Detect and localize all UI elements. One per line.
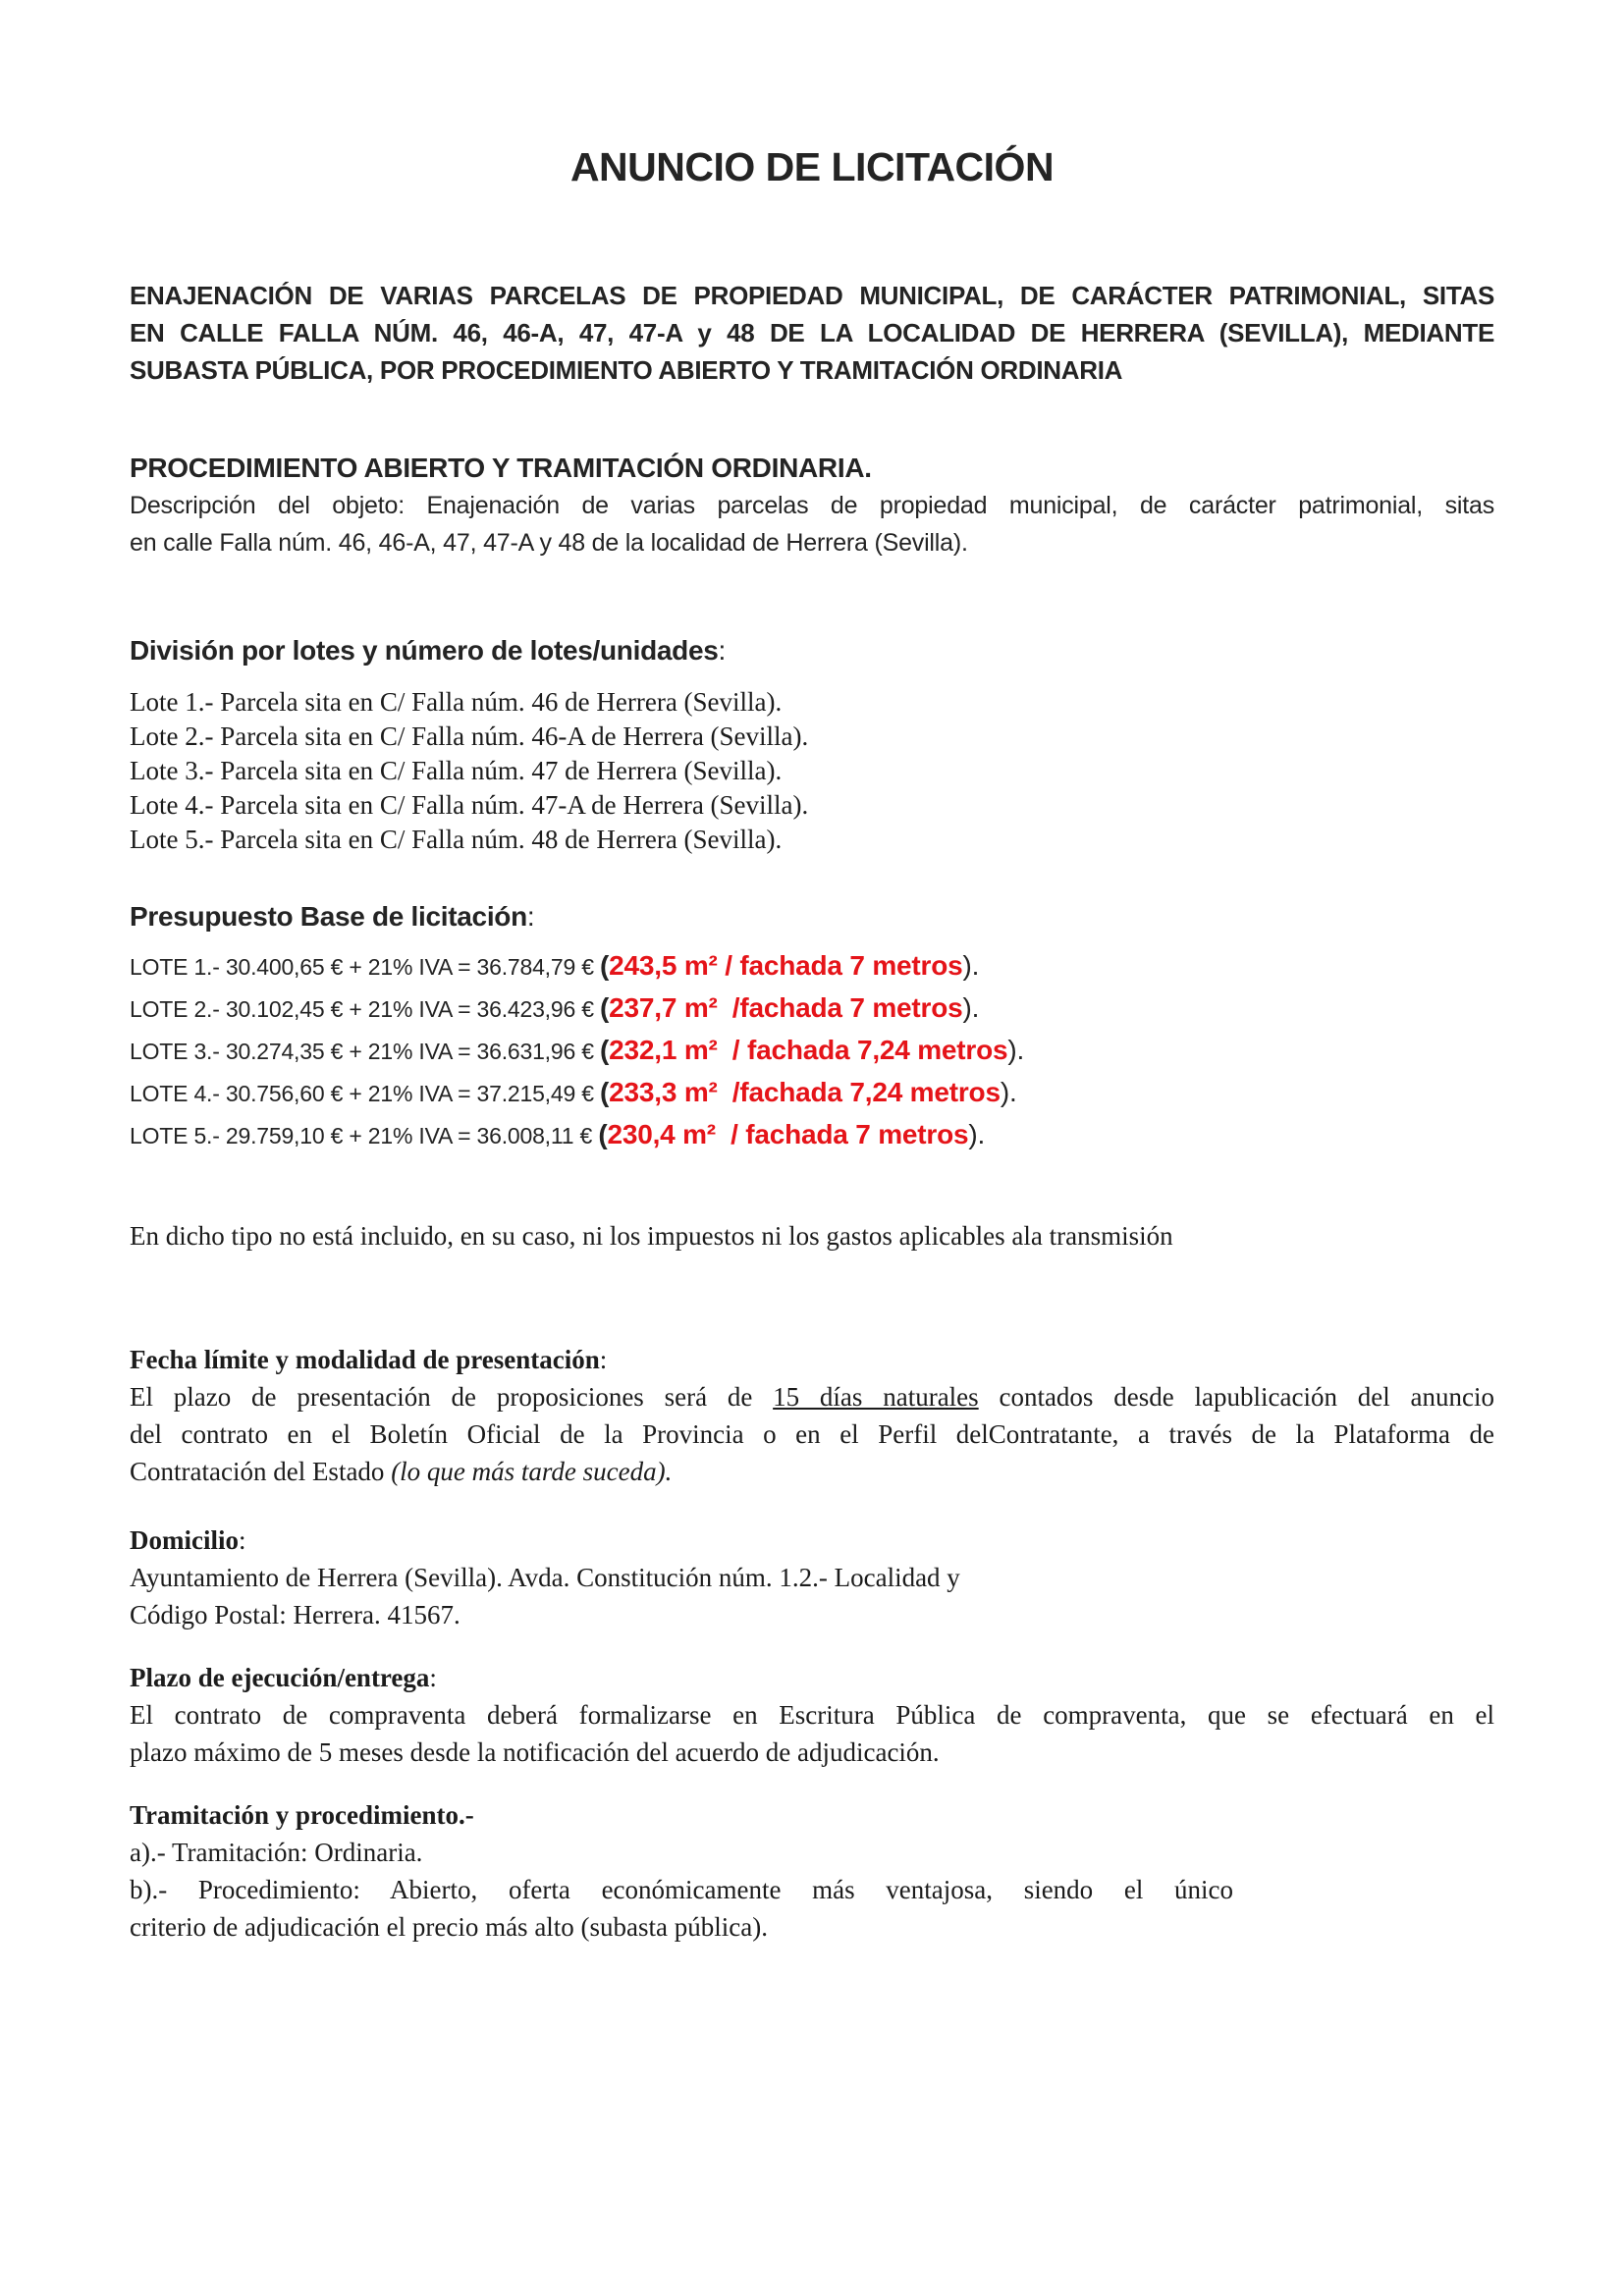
budget-line <box>130 1072 1494 1114</box>
heading-plazo-ejecucion <box>130 1659 1494 1696</box>
paren-open: ( <box>600 1035 610 1065</box>
intro-line: ENAJENACIÓN DE VARIAS PARCELAS DE PROPIEDAD MUNICIPAL, DE CARÁCTER PATRIMONIAL, SITAS <box>130 281 1494 310</box>
text-line: b).- Procedimiento: Abierto, oferta económicamente más ventajosa, siendo el único <box>130 1875 1233 1904</box>
heading-text: Tramitación y procedimiento.- <box>130 1800 474 1830</box>
heading-text: Presupuesto Base de licitación <box>130 901 527 932</box>
budget-line <box>130 945 1494 988</box>
budget-amounts: LOTE 4.- 30.756,60 € + 21% IVA = 37.215,49 € <box>130 1081 601 1106</box>
heading-tramitacion <box>130 1796 1494 1834</box>
tramitacion-item-b <box>130 1871 1233 1946</box>
text-line <box>130 1453 1494 1490</box>
budget-highlight: 237,7 m² /fachada 7 metros <box>609 992 963 1023</box>
heading-colon: : <box>599 1345 608 1374</box>
intro-line: SUBASTA PÚBLICA, POR PROCEDIMIENTO ABIERTO Y TRAMITACIÓN ORDINARIA <box>130 355 1123 385</box>
tramitacion-items <box>130 1834 1494 1946</box>
paren-close: ). <box>962 950 980 981</box>
heading-domicilio <box>130 1522 1494 1559</box>
text-line: El contrato de compraventa deberá formalizarse en Escritura Pública de compraventa, que se efectuará en el <box>130 1700 1494 1730</box>
heading-colon: : <box>429 1663 437 1692</box>
heading-colon: : <box>718 635 726 666</box>
text-line: Ayuntamiento de Herrera (Sevilla). Avda. Constitución núm. 1.2.- Localidad y <box>130 1563 960 1592</box>
italic-text: (lo que más tarde suceda). <box>391 1457 673 1486</box>
lote-item: Lote 5.- Parcela sita en C/ Falla núm. 48 de Herrera (Sevilla). <box>130 825 783 854</box>
heading-text: División por lotes y número de lotes/unidades <box>130 635 719 666</box>
lote-item: Lote 2.- Parcela sita en C/ Falla núm. 46-A de Herrera (Sevilla). <box>130 721 809 751</box>
budget-line <box>130 1114 1494 1156</box>
text-segment: Contratación del Estado <box>130 1457 392 1486</box>
lotes-list <box>130 685 1494 857</box>
procedimiento-description <box>130 487 1494 561</box>
tramitacion-item-a: a).- Tramitación: Ordinaria. <box>130 1838 423 1867</box>
paren-open: ( <box>600 1077 610 1107</box>
intro-paragraph <box>130 277 1494 389</box>
paren-open: ( <box>600 950 610 981</box>
budget-line <box>130 988 1494 1030</box>
heading-colon: : <box>526 901 535 932</box>
budget-highlight: 243,5 m² / fachada 7 metros <box>609 950 963 981</box>
plazo-paragraph <box>130 1696 1494 1771</box>
heading-fecha-limite <box>130 1341 1494 1378</box>
budget-highlight: 233,3 m² /fachada 7,24 metros <box>609 1077 1001 1107</box>
intro-line: EN CALLE FALLA NÚM. 46, 46-A, 47, 47-A y 48 DE LA LOCALIDAD DE HERRERA (SEVILLA), MEDIANTE <box>130 318 1494 347</box>
text-line: plazo máximo de 5 meses desde la notificación del acuerdo de adjudicación. <box>130 1737 940 1767</box>
fecha-paragraph <box>130 1378 1494 1490</box>
text-line: del contrato en el Boletín Oficial de la Provincia o en el Perfil delContratante, a través de la Plataforma de <box>130 1419 1494 1449</box>
text-line: en calle Falla núm. 46, 46-A, 47, 47-A y 48 de la localidad de Herrera (Sevilla). <box>130 529 968 557</box>
budget-line <box>130 1030 1494 1072</box>
paren-close: ). <box>962 992 980 1023</box>
budget-list <box>130 945 1494 1156</box>
text-line: Descripción del objeto: Enajenación de varias parcelas de propiedad municipal, de carácter patrimonial, sitas <box>130 492 1494 519</box>
lote-item: Lote 4.- Parcela sita en C/ Falla núm. 47-A de Herrera (Sevilla). <box>130 790 809 820</box>
text-line: Código Postal: Herrera. 41567. <box>130 1600 460 1629</box>
tax-note: En dicho tipo no está incluido, en su caso, ni los impuestos ni los gastos aplicables ala transmisión <box>130 1221 1173 1251</box>
lote-item: Lote 1.- Parcela sita en C/ Falla núm. 46 de Herrera (Sevilla). <box>130 687 783 717</box>
heading-procedimiento: PROCEDIMIENTO ABIERTO Y TRAMITACIÓN ORDINARIA. <box>130 453 872 483</box>
budget-amounts: LOTE 1.- 30.400,65 € + 21% IVA = 36.784,79 € <box>130 954 601 980</box>
paren-open: ( <box>598 1119 608 1149</box>
text-segment: contados desde lapublicación del anuncio <box>978 1382 1494 1412</box>
budget-highlight: 232,1 m² / fachada 7,24 metros <box>609 1035 1008 1065</box>
paren-close: ). <box>1000 1077 1017 1107</box>
paren-close: ). <box>968 1119 986 1149</box>
text-line: criterio de adjudicación el precio más alto (subasta pública). <box>130 1912 768 1942</box>
budget-amounts: LOTE 2.- 30.102,45 € + 21% IVA = 36.423,96 € <box>130 996 601 1022</box>
budget-amounts: LOTE 5.- 29.759,10 € + 21% IVA = 36.008,11 € <box>130 1123 599 1148</box>
heading-presupuesto <box>130 898 1494 935</box>
underlined-text: 15 días naturales <box>773 1382 979 1412</box>
text-line <box>130 1378 1494 1415</box>
heading-text: Domicilio <box>130 1525 239 1555</box>
heading-division-lotes <box>130 632 1494 669</box>
paren-close: ). <box>1007 1035 1025 1065</box>
page-title: ANUNCIO DE LICITACIÓN <box>569 144 1055 189</box>
budget-highlight: 230,4 m² / fachada 7 metros <box>607 1119 969 1149</box>
budget-amounts: LOTE 3.- 30.274,35 € + 21% IVA = 36.631,96 € <box>130 1039 601 1064</box>
lote-item: Lote 3.- Parcela sita en C/ Falla núm. 47 de Herrera (Sevilla). <box>130 756 783 785</box>
heading-text: Fecha límite y modalidad de presentación <box>130 1345 600 1374</box>
text-segment: El plazo de presentación de proposiciones será de <box>130 1382 774 1412</box>
heading-colon: : <box>238 1525 246 1555</box>
paren-open: ( <box>600 992 610 1023</box>
heading-text: Plazo de ejecución/entrega <box>130 1663 430 1692</box>
domicilio-paragraph <box>130 1559 1494 1633</box>
